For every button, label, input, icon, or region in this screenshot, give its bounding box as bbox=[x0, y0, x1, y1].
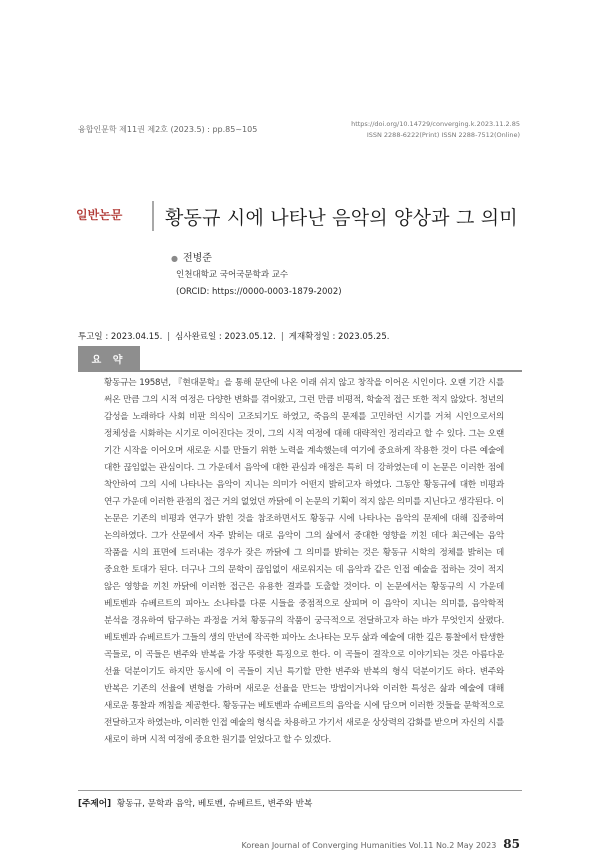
footer-journal: Korean Journal of Converging Humanities Vol.11 No.2 May 2023 bbox=[241, 841, 497, 850]
article-title: 황동규 시에 나타난 음악의 양상과 그 의미 bbox=[165, 207, 518, 229]
author-name-row bbox=[171, 250, 342, 267]
keywords-label: [주제어] bbox=[78, 799, 112, 809]
author-orcid[interactable]: (ORCID: https://0000-0003-1879-2002) bbox=[176, 287, 342, 297]
journal-citation: 융합인문학 제11권 제2호 (2023.5) : pp.85~105 bbox=[78, 125, 258, 134]
article-category: 일반논문 bbox=[76, 208, 123, 222]
page-footer bbox=[242, 837, 520, 851]
date-submitted: 투고일 : 2023.04.15. bbox=[78, 332, 163, 342]
date-separator: | bbox=[167, 332, 171, 342]
date-accepted: 게재확정일 : 2023.05.25. bbox=[288, 332, 390, 342]
keywords-list: 황동규, 문학과 음악, 베토벤, 슈베르트, 변주와 반복 bbox=[116, 799, 313, 809]
author-block bbox=[171, 250, 342, 301]
doi-link[interactable]: https://doi.org/10.14729/converging.k.2023.11.2.85 bbox=[351, 120, 520, 128]
date-reviewed: 심사완료일 : 2023.05.12. bbox=[175, 332, 276, 342]
abstract-body: 황동규는 1958년, 『현대문학』을 통해 문단에 나온 이래 쉬지 않고 창작을 이어온 시인이다. 오랜 기간 시를 써온 만큼 그의 시적 여정은 다양한 변화를 겪어왔고, 그런 만큼 비평적, 학술적 접근 또한 적지 않았다. 청년의 감성을 노래하다 사회 비판 의식이 고조되기도 하였고, 죽음의 문제를 고민하던 시기를 거쳐 시인으로서의 정체성을 시화하는 시기로 이어진다는 것이, 그의 시적 여정에 대해 대략적인 정리라고 할 수 있다. 그는 오랜 기간 시작을 이어오며 새로운 시를 만들기 위한 노력을 계속했는데 여기에 중요하게 작용한 것이 다른 예술에 대한 끊임없는 관심이다. 그 가운데서 음악에 대한 관심과 애정은 특히 더 강하였는데 이 논문은 이러한 점에 착안하여 그의 시에 나타나는 음악이 지니는 의미가 어떤지 밝히고자 하였다. 그동안 황동규에 대한 비평과 연구 가운데 이러한 관점의 접근 거의 없었던 까닭에 이 논문의 기획이 적지 않은 의미를 지닌다고 생각된다. 이 논문은 기존의 비평과 연구가 밝힌 것을 참조하면서도 황동규 시에 나타나는 음악의 문제에 대해 집중하여 논의하였다. 그가 산문에서 자주 밝히는 대로 음악이 그의 삶에서 중대한 영향을 끼친 데다 최근에는 음악 작품을 시의 표면에 드러내는 경우가 잦은 까닭에 그 의미를 밝히는 것은 황동규 시학의 정체를 밝히는 데 중요한 토대가 된다. 더구나 그의 문학이 끊임없이 새로워지는 데 음악과 같은 인접 예술을 접하는 것이 적지 않은 영향을 끼친 까닭에 이러한 접근은 유용한 결과를 도출할 것이다. 이 논문에서는 황동규의 시 가운데 베토벤과 슈베르트의 피아노 소나타를 다룬 시들을 중점적으로 살피며 이 음악이 지니는 의미를, 음악학적 분석을 경유하여 탐구하는 과정을 거쳐 황동규의 작품이 궁극적으로 전달하고자 하는 바가 무엇인지 살폈다. 베토벤과 슈베르트가 그들의 생의 만년에 작곡한 피아노 소나타는 모두 삶과 예술에 대한 깊은 통찰에서 탄생한 곡들로, 이 곡들은 변주와 반복을 가장 뚜렷한 특징으로 한다. 이 곡들이 결작으로 이야기되는 것은 아름다운 선율 덕분이기도 하지만 동시에 이 곡들이 지닌 특기할 만한 변주와 반복의 형식 덕분이기도 하다. 변주와 반복은 기존의 선율에 변형을 가하며 새로운 선율을 만드는 방법이거나와 이러한 특성은 삶과 예술에 대해 새로운 통찰과 깨침을 제공한다. 황동규는 베토벤과 슈베르트의 음악을 시에 담으며 이러한 것들을 문학적으로 전달하고자 하였는바, 이러한 인접 예술의 형식을 차용하고 가기서 새로운 상상력의 감화를 받으며 자신의 시를 새로이 하며 시적 여정에 중요한 원기를 얻었다고 할 수 있겠다. bbox=[104, 378, 504, 745]
issn-text: ISSN 2288-6222(Print) ISSN 2288-7512(Online) bbox=[366, 131, 520, 139]
article-dates bbox=[78, 330, 389, 342]
abstract-bottom-rule bbox=[78, 790, 522, 791]
date-separator: | bbox=[280, 332, 284, 342]
abstract-label: 요 약 bbox=[78, 346, 140, 370]
author-affiliation: 인천대학교 국어국문학과 교수 bbox=[176, 270, 289, 280]
abstract-top-rule bbox=[78, 370, 522, 372]
title-divider bbox=[152, 201, 154, 231]
keywords-line bbox=[78, 797, 312, 809]
doi-issn-block bbox=[351, 119, 520, 141]
page-number: 85 bbox=[503, 837, 520, 851]
bullet-icon: ● bbox=[171, 254, 178, 263]
author-name: 전병준 bbox=[182, 253, 212, 264]
